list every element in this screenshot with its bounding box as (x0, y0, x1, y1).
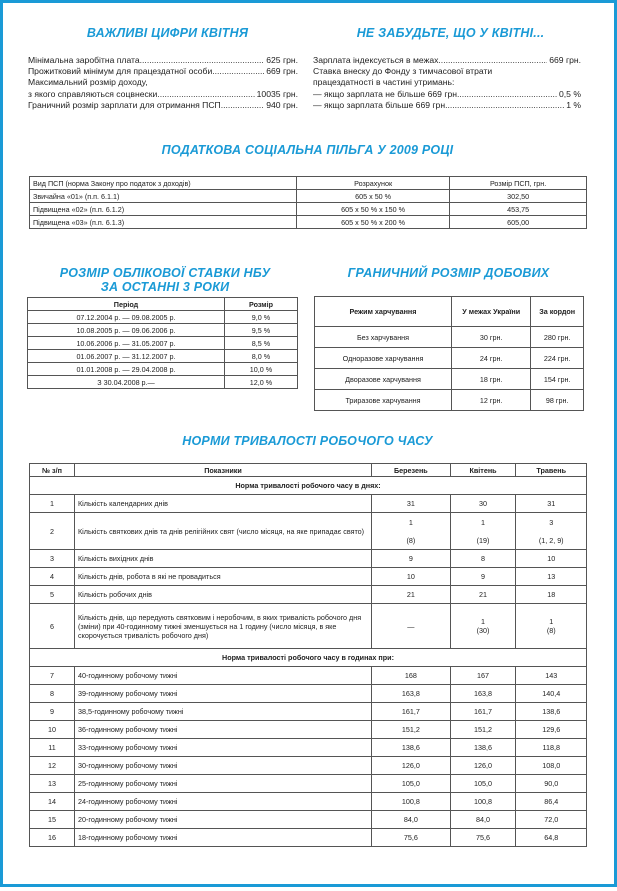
table-row: З 30.04.2008 р.— 12,0 % (28, 376, 298, 389)
key-figures-heading: ВАЖЛИВІ ЦИФРИ КВІТНЯ (86, 26, 249, 40)
table-row: 10.08.2005 р. — 09.06.2006 р. 9,5 % (28, 324, 298, 337)
table-row: Одноразове харчування 24 грн. 224 грн. (315, 348, 584, 369)
dont-forget-heading: НЕ ЗАБУДЬТЕ, ЩО У КВІТНІ... (356, 26, 545, 40)
table-row: 5 Кількість робочих днів 21 21 18 (30, 586, 587, 604)
key-figure-row: Граничний розмір зарплати для отримання ПСП ..... 940 грн. (28, 100, 298, 111)
allowance-table (314, 296, 584, 411)
table-section-row: Норма тривалості робочого часу в годинах при: (30, 649, 587, 667)
allowance-heading: ГРАНИЧНИЙ РОЗМІР ДОБОВИХ (347, 266, 550, 280)
table-header: Період (28, 298, 225, 311)
table-row: Без харчування 30 грн. 280 грн. (315, 327, 584, 348)
table-row: 13 25-годинному робочому тижні 105,0 105,0 90,0 (30, 775, 587, 793)
key-figure-row: з якого справляються соцвнески ..... 10035 грн. (28, 89, 298, 100)
table-row: 8 39-годинному робочому тижні 163,8 163,8 140,4 (30, 685, 587, 703)
table-row: 15 20-годинному робочому тижні 84,0 84,0 72,0 (30, 811, 587, 829)
table-row: Триразове харчування 12 грн. 98 грн. (315, 390, 584, 411)
table-header: Розмір ПСП, грн. (450, 177, 587, 190)
table-row: Дворазове харчування 18 грн. 154 грн. (315, 369, 584, 390)
nbu-rate-heading: РОЗМІР ОБЛІКОВОЇ СТАВКИ НБУ ЗА ОСТАННІ 3 РОКИ (59, 266, 271, 294)
table-header: № з/п (30, 464, 75, 477)
table-row: 12 30-годинному робочому тижні 126,0 126,0 108,0 (30, 757, 587, 775)
table-row: 10 36-годинному робочому тижні 151,2 151,2 129,6 (30, 721, 587, 739)
table-header: Березень (372, 464, 451, 477)
table-header: За кордон (531, 297, 584, 327)
table-header: Розрахунок (297, 177, 450, 190)
work-time-heading: НОРМИ ТРИВАЛОСТІ РОБОЧОГО ЧАСУ (182, 434, 433, 448)
table-row: 2 Кількість святкових днів та днів релігійних свят (число місяця, на яке припадає свято) 1 (8) 1 (19) 3 (1, 2, 9) (30, 513, 587, 550)
tax-benefit-table (29, 176, 587, 229)
key-figure-row: Максимальний розмір доходу, (28, 77, 148, 88)
table-row: 7 40-годинному робочому тижні 168 167 143 (30, 667, 587, 685)
key-figure-row: Мінімальна заробітна плата ..... 625 грн. (28, 55, 298, 66)
key-figure-row: Прожитковий мінімум для працездатної особи ..... 669 грн. (28, 66, 298, 77)
table-section-row: Норма тривалості робочого часу в днях: (30, 477, 587, 495)
table-row: 1 Кількість календарних днів 31 30 31 (30, 495, 587, 513)
tax-benefit-heading: ПОДАТКОВА СОЦІАЛЬНА ПІЛЬГА У 2009 РОЦІ (161, 143, 454, 157)
table-row: Підвищена «03» (п.п. 6.1.3) 605 х 50 % х 200 % 605,00 (30, 216, 587, 229)
table-row: 14 24-годинному робочому тижні 100,8 100,8 86,4 (30, 793, 587, 811)
table-header: Показники (75, 464, 372, 477)
table-row: 01.01.2008 р. — 29.04.2008 р. 10,0 % (28, 363, 298, 376)
table-header: Квітень (450, 464, 516, 477)
table-row: 10.06.2006 р. — 31.05.2007 р. 8,5 % (28, 337, 298, 350)
table-row: 16 18-годинному робочому тижні 75,6 75,6 64,8 (30, 829, 587, 847)
table-header: Режим харчування (315, 297, 452, 327)
table-row: 11 33-годинному робочому тижні 138,6 138,6 118,8 (30, 739, 587, 757)
key-figures-list (28, 55, 298, 111)
nbu-rate-table (27, 297, 298, 389)
table-row: 6 Кількість днів, що передують святковим і неробочим, в яких тривалість робочого дня (зміни) при 40-годинному тижні зменшується на 1 годину (число місяця, в яке скорочується тривалість робочого дня) — 1 (30) 1 (8) (30, 604, 587, 649)
table-row: 07.12.2004 р. — 09.08.2005 р. 9,0 % (28, 311, 298, 324)
table-header: У межах України (452, 297, 531, 327)
table-header: Травень (516, 464, 587, 477)
table-row: 9 38,5-годинному робочому тижні 161,7 161,7 138,6 (30, 703, 587, 721)
table-row: Звичайна «01» (п.п. 6.1.1) 605 х 50 % 302,50 (30, 190, 587, 203)
table-header: Вид ПСП (норма Закону про податок з доходів) (30, 177, 297, 190)
table-header: Розмір (225, 298, 298, 311)
table-row: Підвищена «02» (п.п. 6.1.2) 605 х 50 % х 150 % 453,75 (30, 203, 587, 216)
work-time-table (29, 463, 587, 847)
table-row: 3 Кількість вихідних днів 9 8 10 (30, 550, 587, 568)
table-row: 01.06.2007 р. — 31.12.2007 р. 8,0 % (28, 350, 298, 363)
dont-forget-list: Зарплата індексується в межах ..... 669 грн. Ставка внеску до Фонду з тимчасової втрати працездатності в частині утримань: — якщо зарплата не більше 669 грн. ..... 0,5 % — якщо зарплата більше 669 грн. ..... 1 % (313, 55, 581, 111)
table-row: 4 Кількість днів, робота в які не провадиться 10 9 13 (30, 568, 587, 586)
